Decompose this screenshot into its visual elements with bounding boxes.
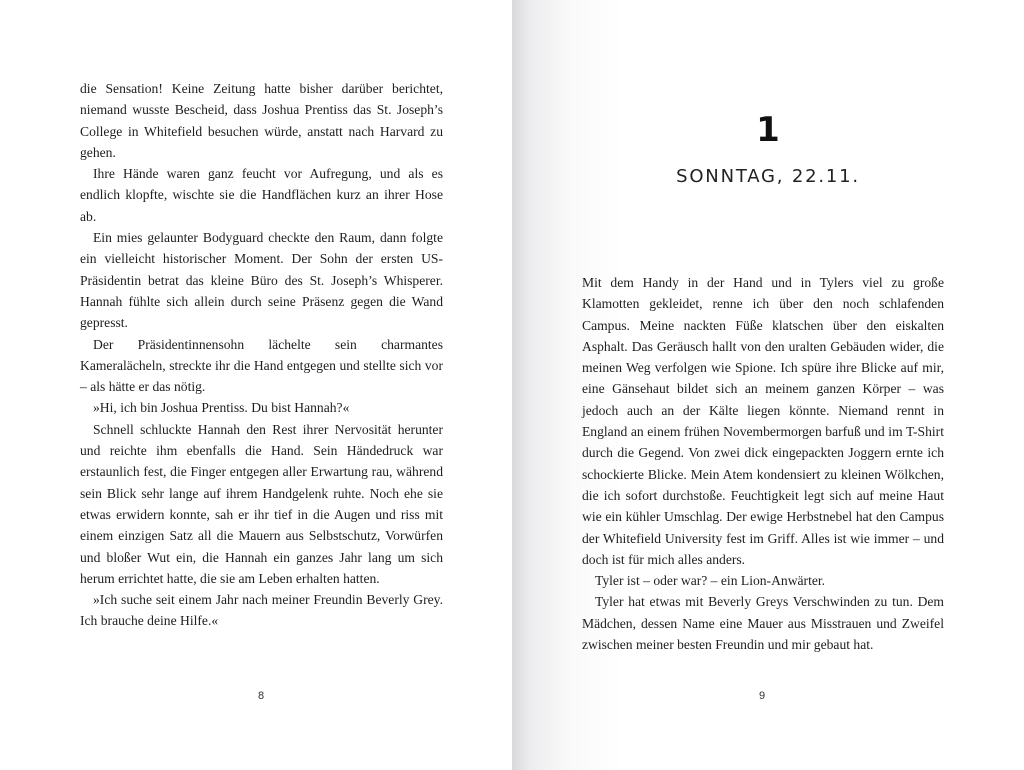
paragraph: Ihre Hände waren ganz feucht vor Aufregung, und als es endlich klopfte, wischte sie die Handflächen kurz an ihrer Hose ab. (80, 166, 443, 224)
paragraph: Schnell schluckte Hannah den Rest ihrer Nervosität herunter und reichte ihm ebenfalls die Hand. Sein Händedruck war erstaunlich fest, die Finger entgegen aller Erwartung rau, während sein Blick sehr lange auf ihrem Handgelenk ruhte. Noch ehe sie etwas erwidern konnte, sah er ihr tief in die Augen und riss mit einem einzigen Satz all die Mauern aus Selbstschutz, Vorwürfen und bloßer Wut ein, die Hannah ein ganzes Jahr lang um sich herum errichtet hatte, die sie am Leben erhalten hatten. (80, 421, 443, 586)
paragraph: Mit dem Handy in der Hand und in Tylers viel zu große Klamotten gekleidet, renne ich über den noch schlafenden Campus. Meine nackten Füße klatschen über den eiskalten Asphalt. Das Geräusch hallt von den uralten Gebäuden wider, die meinen Weg verfolgen wie Spione. Ich spüre ihre Blicke auf mir, eine Gänsehaut bildet sich an meinem ganzen Körper – was jedoch auch an der Kälte liegen könnte. Niemand rennt in England an einem frühen Novembermorgen barfuß und im T-Shirt durch die Gegend. Von zwei dick eingepackten Joggern ernte ich schockierte Blicke. Mein Atem kondensiert zu kleinen Wölkchen, die ich sofort durchstoße. Feuchtigkeit legt sich auf meine Haut wie ein kühler Umschlag. Der ewige Herbstnebel hat den Campus der Whitefield University fest im Griff. Alles ist wie immer – und doch ist für mich alles anders. (582, 275, 944, 567)
page-number: 8 (257, 690, 265, 702)
paragraph: Tyler ist – oder war? – ein Lion-Anwärter. (595, 573, 826, 589)
chapter-date: SONNTAG, 22.11. (676, 166, 860, 187)
page-number: 9 (758, 690, 766, 702)
paragraph: »Ich suche seit einem Jahr nach meiner Freundin Beverly Grey. Ich brauche deine Hilfe.« (80, 592, 443, 629)
paragraph: Ein mies gelaunter Bodyguard checkte den Raum, dann folgte ein vielleicht historischer Moment. Der Sohn der ersten US-Präsidentin betrat das kleine Büro des St. Joseph’s Whisperer. Hannah fühlte sich allein durch seine Präsenz gegen die Wand gepresst. (80, 230, 443, 331)
left-page-text (80, 78, 443, 632)
right-page (512, 0, 1024, 770)
paragraph: Tyler hat etwas mit Beverly Greys Verschwinden zu tun. Dem Mädchen, dessen Name eine Mauer aus Misstrauen und Zweifel zwischen meiner besten Freundin und mir gebaut hat. (582, 594, 944, 653)
chapter-number: 1 (756, 110, 780, 150)
paragraph: Der Präsidentinnensohn lächelte sein charmantes Kameralächeln, streckte ihr die Hand entgegen und stellte sich vor – als hätte er das nötig. (80, 336, 443, 395)
right-page-text (582, 272, 944, 655)
paragraph: »Hi, ich bin Joshua Prentiss. Du bist Hannah?« (93, 400, 350, 416)
paragraph: die Sensation! Keine Zeitung hatte bisher darüber berichtet, niemand wusste Bescheid, dass Joshua Prentiss das St. Joseph’s College in Whitefield besuchen würde, anstatt nach Harvard zu gehen. (80, 81, 443, 160)
